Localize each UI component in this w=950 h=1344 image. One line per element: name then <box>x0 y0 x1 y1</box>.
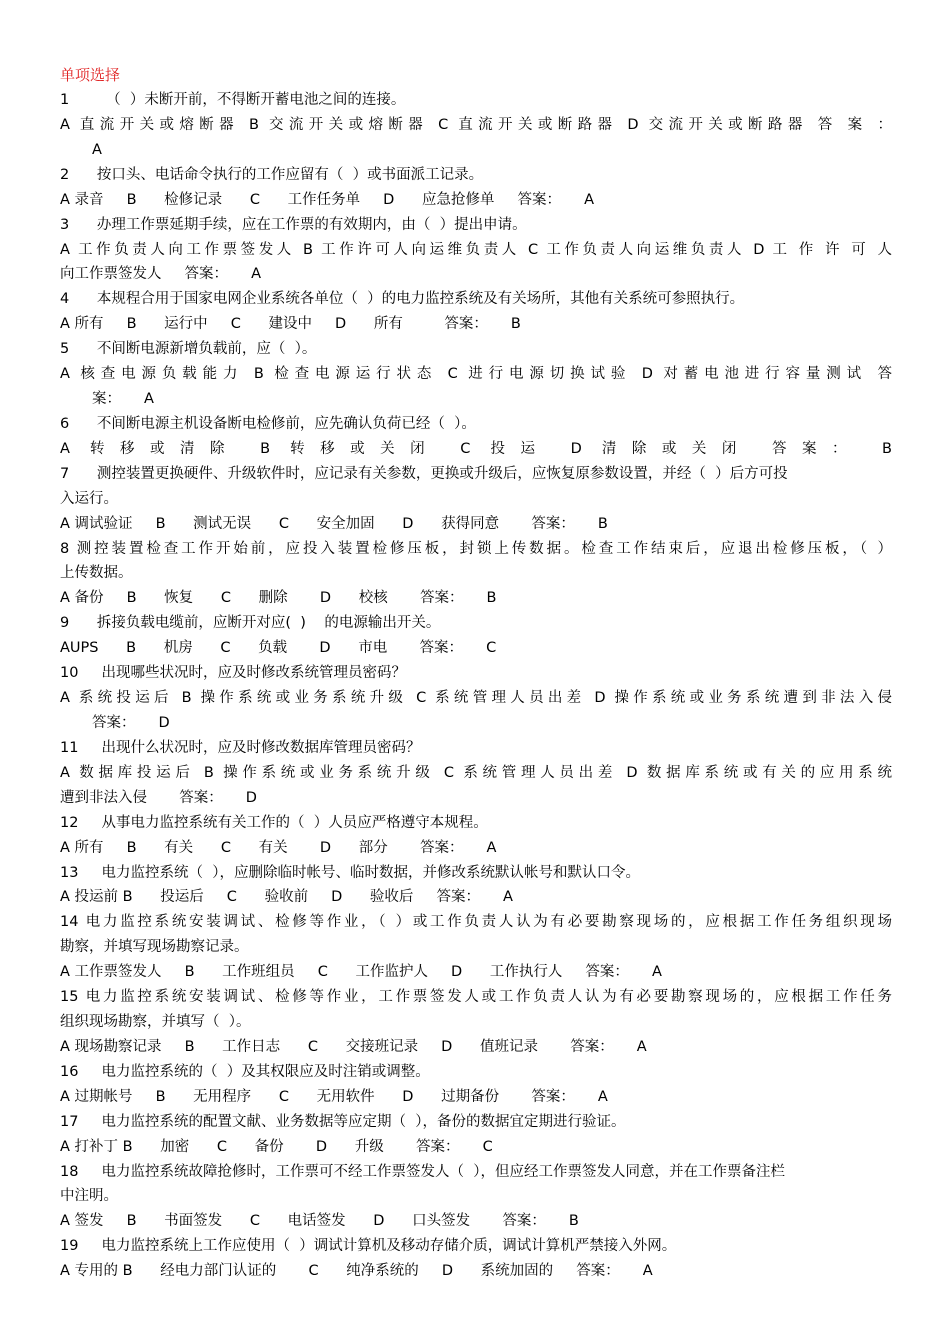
text-line: 案： A <box>92 391 154 408</box>
text-line: A 录音 B 检修记录 C 工作任务单 D 应急抢修单 答案： A <box>60 191 594 208</box>
text-line: 向工作票签发人 答案： A <box>60 266 262 283</box>
text-line: 2 按口头、电话命令执行的工作应留有（ ）或书面派工记录。 <box>60 166 484 183</box>
text-line: 答案： D <box>92 715 170 731</box>
text-line: A 过期帐号 B 无用程序 C 无用软件 D 过期备份 答案： A <box>60 1088 608 1105</box>
text-line: 18 电力监控系统故障抢修时，工作票可不经工作票签发人（ ），但应经工作票签发人同意，并在工作票备注栏 <box>60 1163 785 1180</box>
text-line: A 核查电源负载能力 B 检查电源运行状态 C 进行电源切换试验 D 对蓄电池进行容量测试 答 <box>60 366 892 383</box>
text-line: 入运行。 <box>60 490 118 507</box>
text-line: 17 电力监控系统的配置文献、业务数据等应定期（ ），备份的数据宜定期进行验证。 <box>60 1113 626 1130</box>
text-line: 8 测控装置检查工作开始前，应投入装置检修压板，封锁上传数据。检查工作结束后，应退出检修压板，（ ） <box>60 540 892 557</box>
text-line: 10 出现哪些状况时，应及时修改系统管理员密码？ <box>60 665 406 682</box>
text-line: 组织现场勘察，并填写（ ）。 <box>60 1014 251 1031</box>
text-line: A 转移或清除 B 转移或关闭 C 投运 D 清除或关闭 答案： B <box>60 440 892 457</box>
text-line: 上传数据。 <box>60 565 133 582</box>
text-line: 13 电力监控系统（ ），应删除临时帐号、临时数据，并修改系统默认帐号和默认口令。 <box>60 864 640 881</box>
text-line: A 备份 B 恢复 C 删除 D 校核 答案： B <box>60 590 497 607</box>
text-line: 12 从事电力监控系统有关工作的（ ）人员应严格遵守本规程。 <box>60 814 488 831</box>
text-line: A 投运前 B 投运后 C 验收前 D 验收后 答案： A <box>60 889 513 906</box>
text-line: 5 不间断电源新增负载前，应（ ）。 <box>60 341 317 358</box>
text-line: A 现场勘察记录 B 工作日志 C 交接班记录 D 值班记录 答案： A <box>60 1038 647 1055</box>
text-line: 19 电力监控系统上工作应使用（ ）调试计算机及移动存储介质，调试计算机严禁接入外网。 <box>60 1238 677 1255</box>
text-line: 14 电力监控系统安装调试、检修等作业，（ ）或工作负责人认为有必要勘察现场的，应根据工作任务组织现场 <box>60 914 892 931</box>
text-line: A 工作票签发人 B 工作班组员 C 工作监护人 D 工作执行人 答案： A <box>60 964 662 981</box>
text-line: 16 电力监控系统的（ ）及其权限应及时注销或调整。 <box>60 1063 430 1080</box>
text-line: A <box>92 141 102 158</box>
text-line: 勘察，并填写现场勘察记录。 <box>60 939 249 956</box>
text-line: 3 办理工作票延期手续，应在工作票的有效期内，由（ ）提出申请。 <box>60 216 527 233</box>
text-line: A 工作负责人向工作票签发人 B 工作许可人向运维负责人 C 工作负责人向运维负责人 D 工 作 许 可 人 <box>60 241 892 258</box>
text-line: A 调试验证 B 测试无误 C 安全加固 D 获得同意 答案： B <box>60 515 608 532</box>
text-line: A 数据库投运后 B 操作系统或业务系统升级 C 系统管理人员出差 D 数据库系统或有关的应用系统 <box>60 764 892 781</box>
text-line: 6 不间断电源主机设备断电检修前，应先确认负荷已经（ ）。 <box>60 415 476 432</box>
text-line: 遭到非法入侵 答案： D <box>60 789 257 806</box>
text-line: 4 本规程合用于国家电网企业系统各单位（ ）的电力监控系统及有关场所，其他有关系统可参照执行。 <box>60 291 745 308</box>
text-line: A 直流开关或熔断器 B 交流开关或熔断器 C 直流开关或断路器 D 交流开关或断路器 答 案 ： <box>60 116 892 133</box>
text-line: A 专用的 B 经电力部门认证的 C 纯净系统的 D 系统加固的 答案： A <box>60 1263 653 1280</box>
text-line: 15 电力监控系统安装调试、检修等作业，工作票签发人或工作负责人认为有必要勘察现场的，应根据工作任务 <box>60 989 892 1006</box>
text-line: AUPS B 机房 C 负载 D 市电 答案： C <box>60 640 497 657</box>
section-title: 单项选择 <box>60 66 121 84</box>
text-line: 9 拆接负载电缆前，应断开对应( ) 的电源输出开关。 <box>60 615 441 632</box>
text-line: A 系统投运后 B 操作系统或业务系统升级 C 系统管理人员出差 D 操作系统或业务系统遭到非法入侵 <box>60 690 892 707</box>
text-line: 11 出现什么状况时，应及时修改数据库管理员密码？ <box>60 739 421 756</box>
text-line: 中注明。 <box>60 1188 118 1205</box>
text-line: A 签发 B 书面签发 C 电话签发 D 口头签发 答案： B <box>60 1213 579 1230</box>
text-line: 1 （ ）未断开前，不得断开蓄电池之间的连接。 <box>60 92 406 108</box>
text-line: 7 测控装置更换硬件、升级软件时，应记录有关参数，更换或升级后，应恢复原参数设置，并经（ ）后方可投 <box>60 465 788 482</box>
text-line: A 所有 B 运行中 C 建设中 D 所有 答案： B <box>60 316 521 333</box>
text-line: A 所有 B 有关 C 有关 D 部分 答案： A <box>60 839 497 856</box>
text-line: A 打补丁 B 加密 C 备份 D 升级 答案： C <box>60 1138 493 1155</box>
